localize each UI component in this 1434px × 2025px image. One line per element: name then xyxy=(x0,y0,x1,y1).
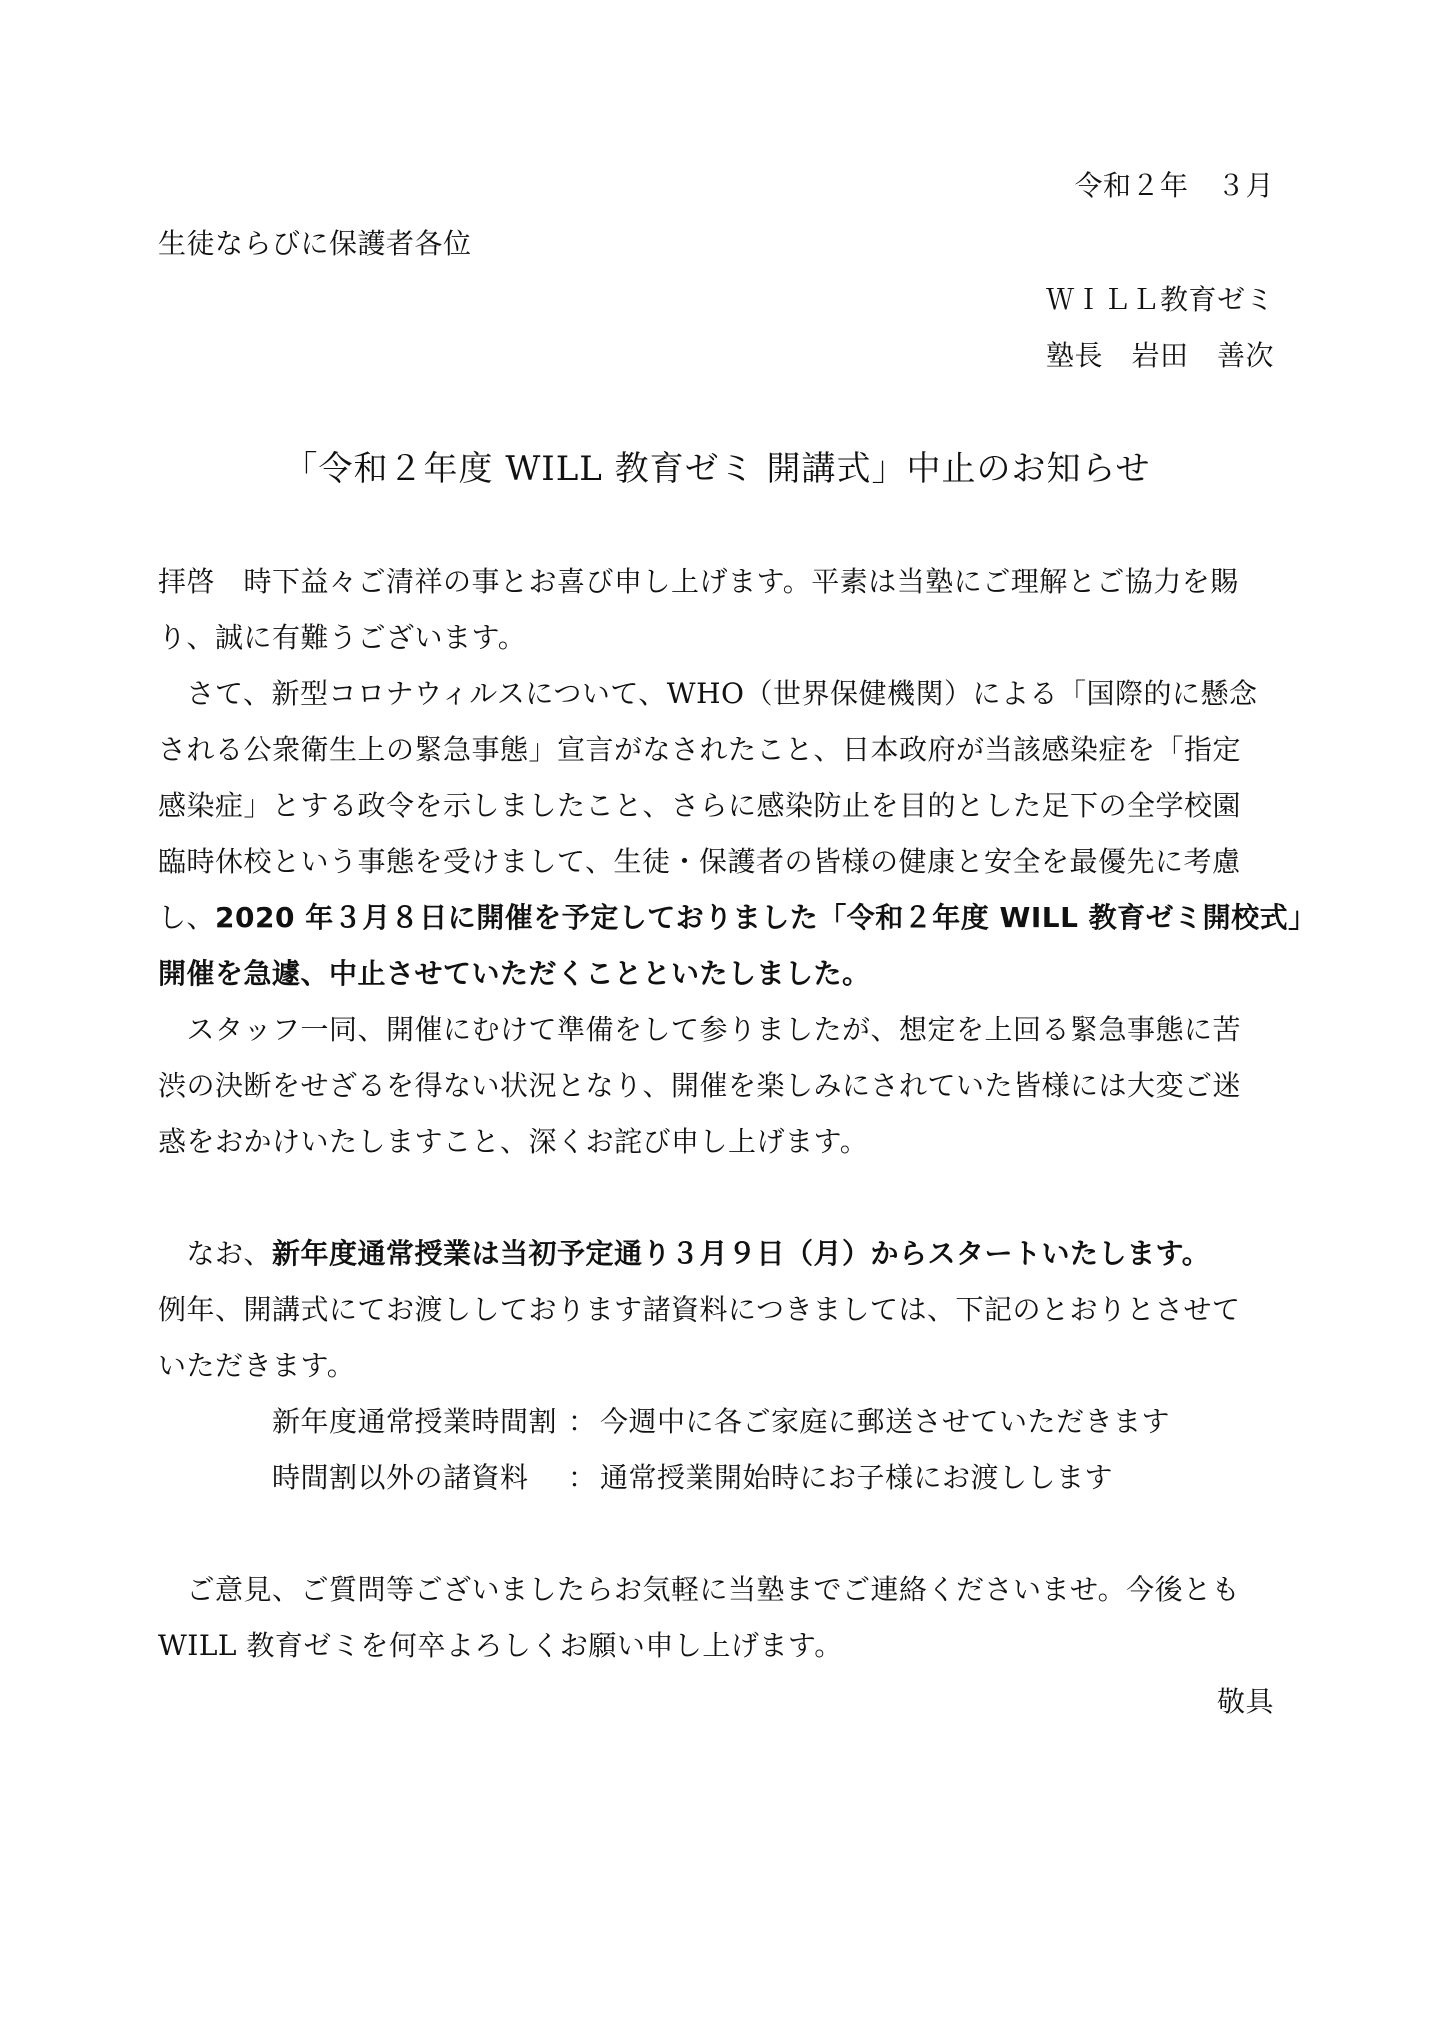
material-item-1-text: 今週中に各ご家庭に郵送させていただきます xyxy=(600,1405,1171,1438)
organization-name: ＷＩＬＬ教育ゼミ xyxy=(1045,283,1274,316)
paragraph-3-line-2: 渋の決断をせざるを得ない状況となり、開催を楽しみにされていた皆様には大変ご迷 xyxy=(158,1069,1242,1102)
signatory-name: 塾長 岩田 善次 xyxy=(1045,339,1274,372)
event-date-announcement: 2020 年３月８日に開催を予定しておりました「令和２年度 WILL 教育ゼミ開校式」 xyxy=(215,901,1317,934)
paragraph-2-line-1: さて、新型コロナウィルスについて、WHO（世界保健機関）による「国際的に懸念 xyxy=(158,677,1258,710)
paragraph-1-line-1: 拝啓 時下益々ご清祥の事とお喜び申し上げます。平素は当塾にご理解とご協力を賜 xyxy=(158,565,1239,598)
paragraph-3-line-3: 惑をおかけいたしますこと、深くお詫び申し上げます。 xyxy=(158,1125,869,1158)
material-item-2-text: 通常授業開始時にお子様にお渡しします xyxy=(600,1461,1114,1494)
paragraph-2-line-4: 臨時休校という事態を受けまして、生徒・保護者の皆様の健康と安全を最優先に考慮 xyxy=(158,845,1241,878)
paragraph-1-line-2: り、誠に有難うございます。 xyxy=(158,621,527,654)
document-date: 令和２年 ３月 xyxy=(1074,169,1274,202)
material-item-1-separator: ： xyxy=(568,1405,597,1438)
paragraph-2-line-2: される公衆衛生上の緊急事態」宣言がなされたこと、日本政府が当該感染症を「指定 xyxy=(158,733,1242,766)
closing-phrase: 敬具 xyxy=(1216,1685,1274,1718)
regular-classes-start-notice: 新年度通常授業は当初予定通り３月９日（月）からスタートいたします。 xyxy=(272,1237,1211,1270)
paragraph-2-line-5 xyxy=(158,898,1317,938)
paragraph-2-line-3: 感染症」とする政令を示しましたこと、さらに感染防止を目的とした足下の全学校園 xyxy=(158,789,1242,822)
paragraph-3-line-1: スタッフ一同、開催にむけて準備をして参りましたが、想定を上回る緊急事態に苦 xyxy=(158,1013,1242,1046)
paragraph-4-line-3: いただきます。 xyxy=(158,1349,356,1382)
material-item-2-separator: ： xyxy=(568,1461,597,1494)
cancellation-statement: 開催を急遽、中止させていただくことといたしました。 xyxy=(158,957,871,990)
paragraph-5-line-2: WILL 教育ゼミを何卒よろしくお願い申し上げます。 xyxy=(158,1629,843,1662)
recipient-line: 生徒ならびに保護者各位 xyxy=(158,227,472,260)
paragraph-4-line-1 xyxy=(158,1234,1210,1274)
paragraph-2-line-5-lead: し、 xyxy=(158,901,216,934)
paragraph-4-line-2: 例年、開講式にてお渡ししております諸資料につきましては、下記のとおりとさせて xyxy=(158,1293,1241,1326)
paragraph-4-lead: なお、 xyxy=(158,1237,273,1270)
document-title: 「令和２年度 WILL 教育ゼミ 開講式」中止のお知らせ xyxy=(283,449,1151,489)
material-item-1-label: 新年度通常授業時間割 xyxy=(272,1405,558,1438)
material-item-2-label: 時間割以外の諸資料 xyxy=(272,1461,529,1494)
paragraph-5-line-1: ご意見、ご質問等ございましたらお気軽に当塾までご連絡くださいませ。今後とも xyxy=(158,1573,1241,1606)
